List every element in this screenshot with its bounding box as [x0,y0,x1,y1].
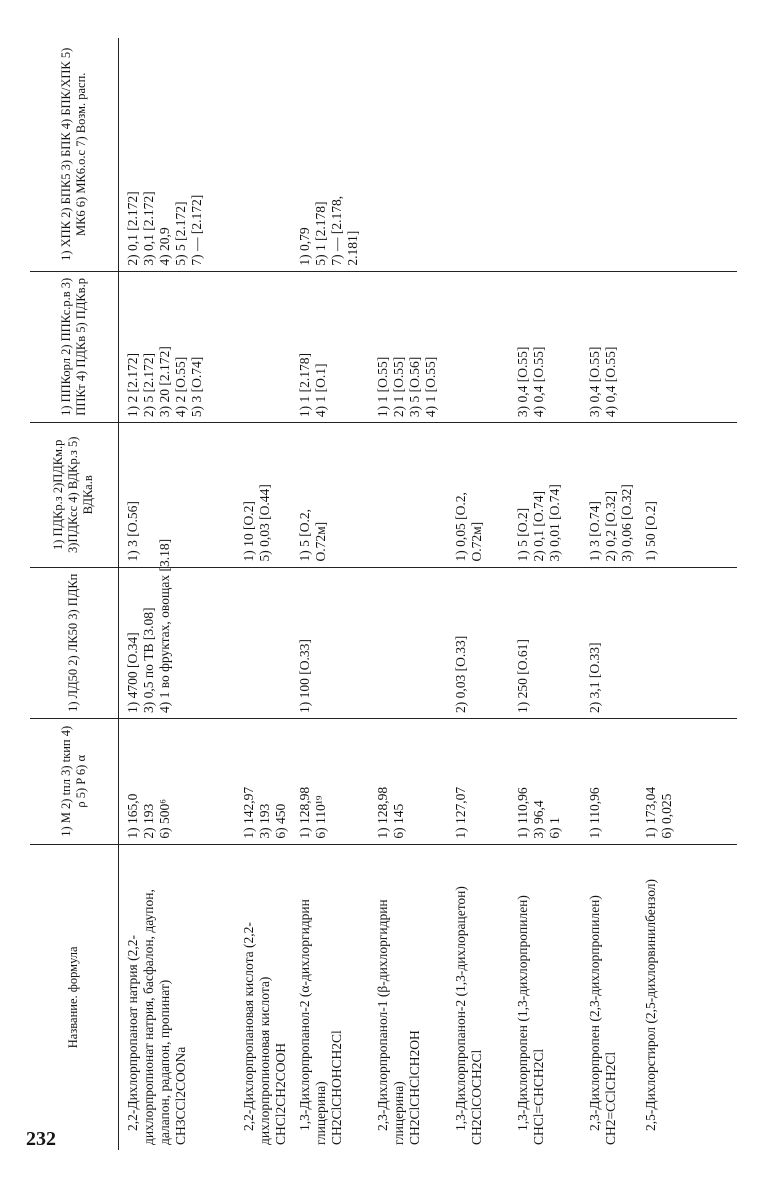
compound-name: 1,3-Дихлорпропанон-2 (1,3-дихлорацетон) [452,886,468,1131]
name-column [118,844,737,1150]
compound-name: 1,3-Дихлорпропанол-2 (α-дихлоргидрин глицерина) [296,899,328,1145]
props-value: 3) 193 [256,803,272,839]
compound-formula: CHCl=CHCH2Cl [530,1048,546,1145]
water-value: 4) 0,4 [О.55] [530,346,546,418]
props-value: 6) 1 [546,817,562,839]
water-value: 4) 1 [О.55] [422,356,438,418]
misc-values [125,43,241,266]
tox-values [241,573,297,713]
props-value: 1) 110,96 [514,787,530,839]
water-column [118,271,737,422]
misc-column [118,38,737,271]
misc-value: 2.181] [344,230,360,266]
misc-value: 2) 0,1 [2.172] [124,191,140,266]
water-values [587,277,643,417]
water-values [241,277,297,417]
tox-values [124,538,241,713]
compound-formula: CH2ClCHClCH2OH [406,1030,422,1145]
props-value: 6) 500⁶ [156,799,172,839]
misc-values [453,43,515,266]
tox-values [587,573,643,713]
props-value: 6) 110¹⁹ [312,795,328,839]
water-values [643,277,699,417]
air-values [241,428,297,561]
air-values [515,428,587,561]
air-value: 1) 3 [О.56] [124,501,140,562]
misc-values [375,43,453,266]
tox-value: 3) 0,5 по ТВ [3.08] [140,607,156,713]
compound-entry [515,850,587,1145]
water-values [375,277,453,417]
compound-entry [587,850,643,1145]
tox-value: 1) 250 [О.61] [514,639,530,713]
air-value: 1) 5 [О.2, [296,509,312,562]
props-column [118,718,737,844]
props-values [375,724,453,839]
header-tox: 1) ЛД50 2) ЛК50 3) ПДКп [30,567,118,718]
props-value: 1) 173,04 [642,786,658,839]
air-value: 1) 0,05 [О.2, [452,492,468,562]
water-value: 1) 2 [2.172] [124,352,140,418]
compound-formula: CHCl2CH2COOH [272,1042,288,1145]
compound-formula: CH2=CClCH2Cl [602,1051,618,1145]
air-value: 3) 0,01 [О.74] [546,484,562,562]
water-value: 4) 2 [О.55] [172,356,188,418]
compound-name: 2,2-Дихлорпропаноат натрия (2,2-дихлорпропионат натрия, басфалон, даупон, далапон, радапон, пропинат) [124,889,172,1145]
props-values [125,724,241,839]
air-value: 1) 5 [О.2] [514,507,530,562]
compound-entry [643,850,699,1145]
misc-value: 3) 0,1 [2.172] [140,191,156,266]
compound-formula: CH2ClCHOHCH2Cl [328,1030,344,1145]
air-value: 3) 0,06 [О.32] [618,484,634,562]
props-value: 1) 127,07 [452,786,468,839]
water-value: 3) 0,4 [О.55] [586,346,602,418]
props-value: 3) 96,4 [530,800,546,839]
misc-values [297,43,375,266]
air-values [125,428,241,561]
water-value: 1) 1 [2.178] [296,352,312,418]
misc-value: 7) — [2.172] [188,194,204,266]
water-values [297,277,375,417]
misc-value: 5) 1 [2.178] [312,201,328,266]
toxicity-table [30,38,737,1150]
props-value: 2) 193 [140,803,156,839]
header-water: 1) ППКорл 2) ППКс.р.в 3) ППКт 4) ПДКв 5) ПДКв.р [30,271,118,422]
misc-value: 7) — [2.178, [328,195,344,266]
compound-name: 2,2-Дихлорпропановая кислота (2,2-дихлорпропионовая кислота) [240,922,272,1145]
air-values [453,428,515,561]
props-value: 1) 128,98 [374,786,390,839]
tox-values [375,573,453,713]
props-values [515,724,587,839]
misc-values [587,43,643,266]
tox-values [453,573,515,713]
table-header-row [30,38,118,1150]
props-values [587,724,643,839]
compound-entry [125,850,241,1145]
header-air: 1) ПДКр.з 2)ПДКм.р 3)ПДКсс 4) ВДКр.з 5) ВДКа.в [30,423,118,567]
water-value: 2) 5 [2.172] [140,352,156,418]
props-value: 1) 165,0 [124,793,140,839]
water-value: 3) 5 [О.56] [406,356,422,418]
tox-value: 1) 4700 [О.34] [124,632,140,713]
air-values [297,428,375,561]
misc-values [515,43,587,266]
compound-entry [241,850,297,1145]
water-value: 5) 3 [О.74] [188,356,204,418]
air-column [118,423,737,567]
table-body-row [118,38,737,1150]
props-values [241,724,297,839]
compound-name: 2,3-Дихлорпропен (2,3-дихлорпропилен) [586,895,602,1131]
air-value: О.72м] [468,521,484,562]
props-value: 6) 145 [390,803,406,839]
tox-value: 2) 0,03 [О.33] [452,635,468,713]
compound-formula: CH2ClCOCH2Cl [468,1049,484,1145]
water-value: 4) 1 [О.1] [312,363,328,418]
air-value: 1) 10 [О.2] [240,501,256,562]
water-value: 3) 20 [2.172] [156,346,172,418]
props-values [643,724,699,839]
air-values [587,428,643,561]
compound-name: 1,3-Дихлорпропен (1,3-дихлорпропилен) [514,895,530,1131]
tox-value: 1) 100 [О.33] [296,639,312,713]
props-values [297,724,375,839]
misc-value: 1) 0,79 [296,227,312,266]
air-value: О.72м] [312,521,328,562]
water-value: 4) 0,4 [О.55] [602,346,618,418]
props-value: 1) 128,98 [296,786,312,839]
air-value: 5) 0,03 [О.44] [256,484,272,562]
air-value: 2) 0,2 [О.32] [602,491,618,562]
compound-entry [375,850,453,1145]
rotated-table-wrapper [30,38,737,1150]
misc-value: 5) 5 [2.172] [172,201,188,266]
props-value: 1) 142,97 [240,786,256,839]
tox-value: 4) 1 во фруктах, овощах [3.18] [156,538,172,713]
props-value: 6) 450 [272,803,288,839]
compound-entry [297,850,375,1145]
air-values [643,428,699,561]
air-value: 1) 50 [О.2] [642,501,658,562]
water-values [515,277,587,417]
compound-entry [453,850,515,1145]
water-value: 1) 1 [О.55] [374,356,390,418]
tox-values [515,573,587,713]
air-value: 2) 0,1 [О.74] [530,491,546,562]
compound-name: 2,5-Дихлорстирол (2,5-дихлорвинилбензол) [642,878,658,1131]
water-value: 2) 1 [О.55] [390,356,406,418]
compound-formula: CH3CCl2COONa [172,1046,188,1145]
props-values [453,724,515,839]
air-value: 1) 3 [О.74] [586,501,602,562]
water-value: 3) 0,4 [О.55] [514,346,530,418]
water-values [453,277,515,417]
misc-values [643,43,699,266]
tox-value: 2) 3,1 [О.33] [586,642,602,713]
misc-values [241,43,297,266]
tox-values [643,573,699,713]
air-values [375,428,453,561]
compound-name: 2,3-Дихлорпропанол-1 (β-дихлоргидрин глицерина) [374,899,406,1145]
tox-values [297,573,375,713]
header-name: Название. формула [30,844,118,1150]
header-misc: 1) ХПК 2) БПК5 3) БПК 4) БПК/ХПК 5) МК6 6) МК6.о.с 7) Возм. расп. [30,38,118,271]
page-number: 232 [26,1128,56,1150]
props-value: 6) 0,025 [658,793,674,839]
props-value: 1) 110,96 [586,787,602,839]
misc-value: 4) 20,9 [156,227,172,266]
water-values [125,277,241,417]
header-props: 1) M 2) tпл 3) tкип 4) ρ 5) P 6) α [30,718,118,844]
